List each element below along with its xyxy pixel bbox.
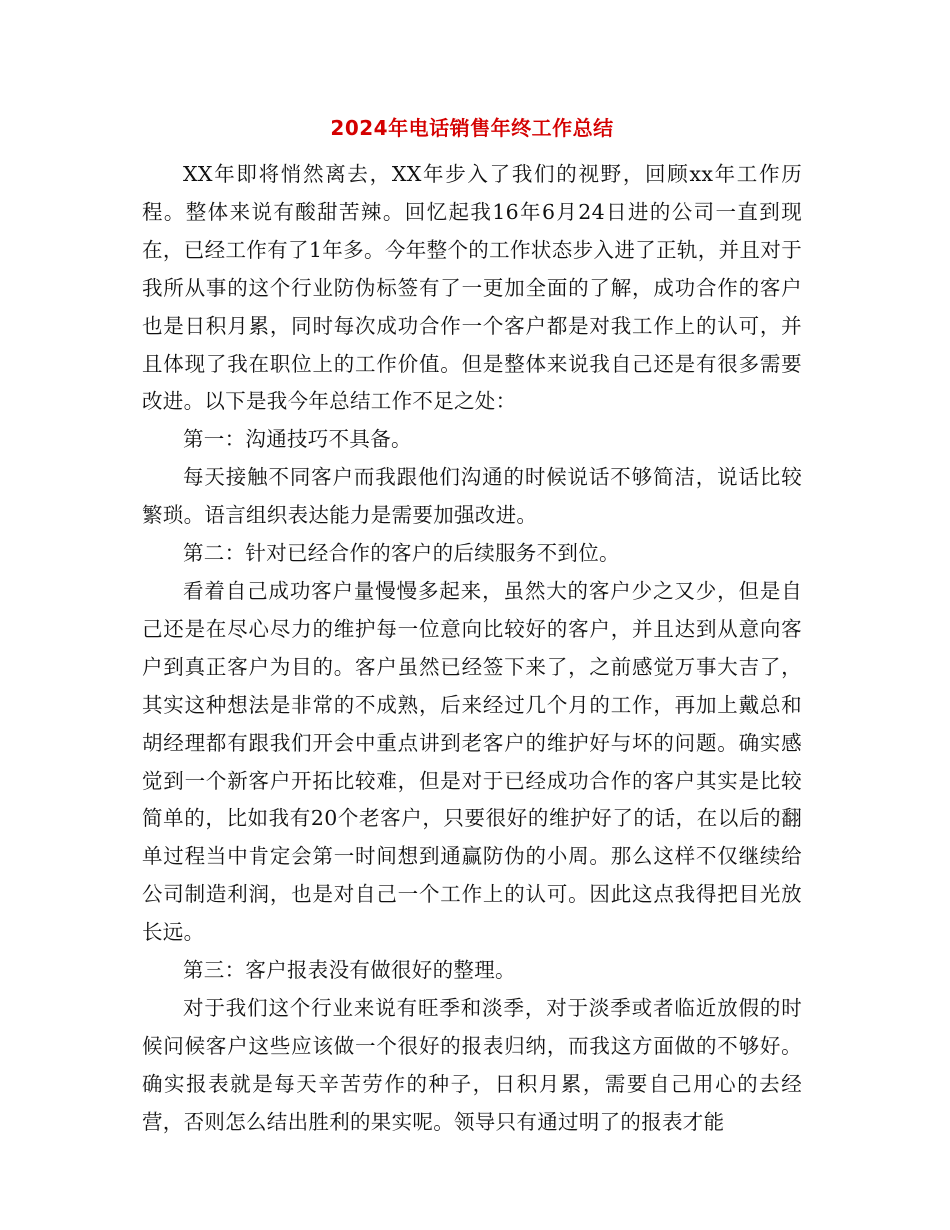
paragraph-point-2-heading: 第二：针对已经合作的客户的后续服务不到位。 <box>183 541 620 566</box>
paragraph-point-3-body: 对于我们这个行业来说有旺季和淡季，对于淡季或者临近放假的时候问候客户这些应该做一个很好的报表归纳，而我这方面做的不够好。确实报表就是每天辛苦劳作的种子，日积月累，需要自己用心的去经营，否则怎么结出胜利的果实呢。领导只有通过明了的报表才能 <box>142 995 802 1134</box>
paragraph-point-1-heading: 第一：沟通技巧不具备。 <box>183 427 412 452</box>
paragraph-point-3-heading: 第三：客户报表没有做很好的整理。 <box>183 958 516 983</box>
document-page <box>142 112 802 1142</box>
document-title: 2024年电话销售年终工作总结 <box>330 116 614 140</box>
paragraph-point-1-body: 每天接触不同客户而我跟他们沟通的时候说话不够简洁，说话比较繁琐。语言组织表达能力是需要加强改进。 <box>142 465 802 528</box>
paragraph-intro: XX年即将悄然离去，XX年步入了我们的视野，回顾xx年工作历程。整体来说有酸甜苦辣。回忆起我16年6月24日进的公司一直到现在，已经工作有了1年多。今年整个的工作状态步入进了正轨，并且对于我所从事的这个行业防伪标签有了一更加全面的了解，成功合作的客户也是日积月累，同时每次成功合作一个客户都是对我工作上的认可，并且体现了我在职位上的工作价值。但是整体来说我自己还是有很多需要改进。以下是我今年总结工作不足之处： <box>142 162 802 414</box>
paragraph-point-2-body: 看着自己成功客户量慢慢多起来，虽然大的客户少之又少，但是自己还是在尽心尽力的维护每一位意向比较好的客户，并且达到从意向客户到真正客户为目的。客户虽然已经签下来了，之前感觉万事大吉了，其实这种想法是非常的不成熟，后来经过几个月的工作，再加上戴总和胡经理都有跟我们开会中重点讲到老客户的维护好与坏的问题。确实感觉到一个新客户开拓比较难，但是对于已经成功合作的客户其实是比较简单的，比如我有20个老客户，只要很好的维护好了的话，在以后的翻单过程当中肯定会第一时间想到通赢防伪的小周。那么这样不仅继续给公司制造利润，也是对自己一个工作上的认可。因此这点我得把目光放长远。 <box>142 578 802 945</box>
